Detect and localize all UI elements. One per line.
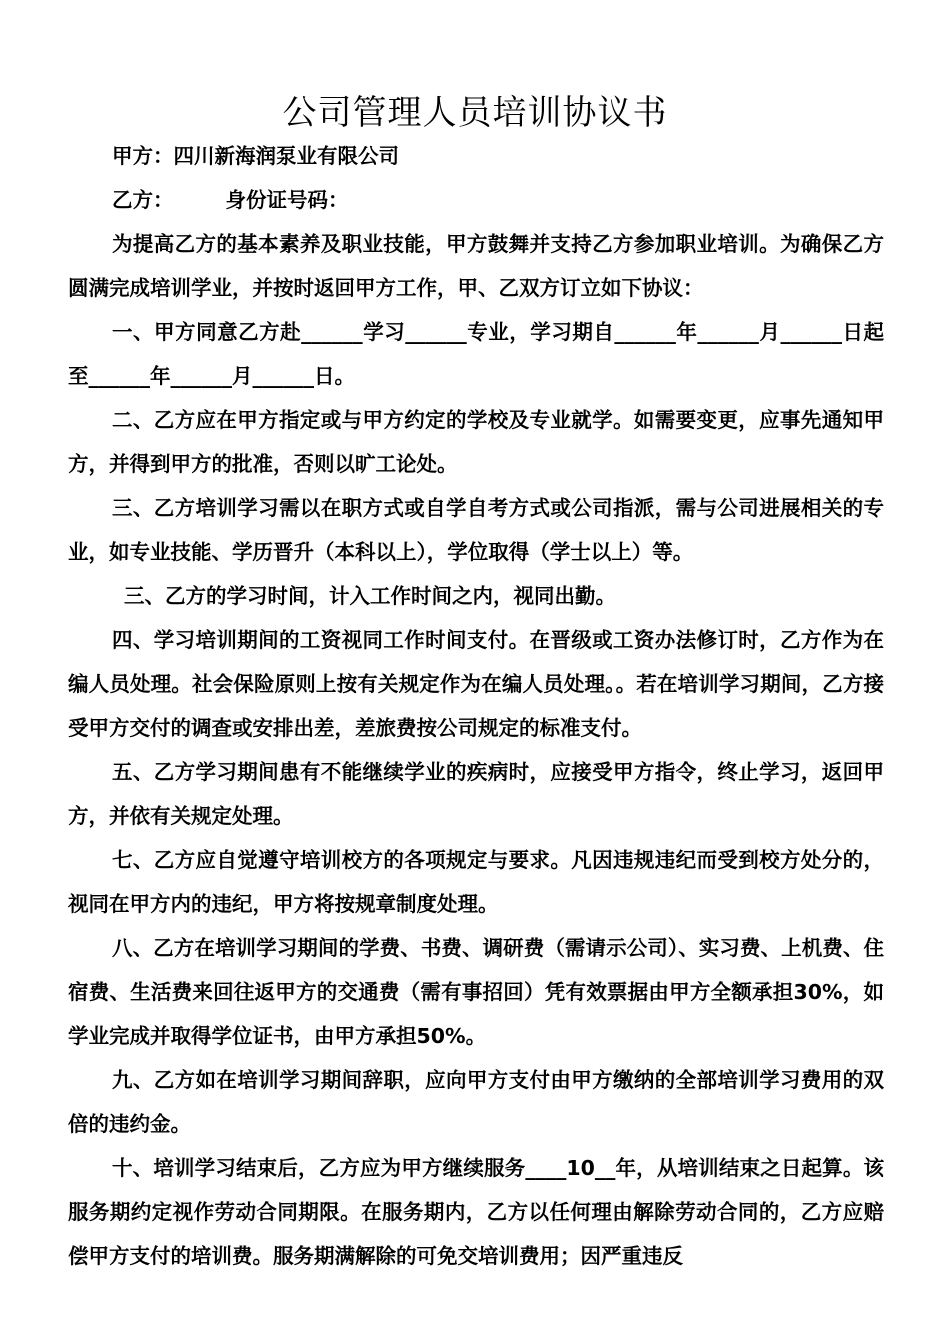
paragraph-clause-2: 二、乙方应在甲方指定或与甲方约定的学校及专业就学。如需要变更，应事先通知甲方，并得到甲方的批准，否则以旷工论处。 (68, 408, 884, 476)
paragraph-clause-8: 八、乙方在培训学习期间的学费、书费、调研费（需请示公司）、实习费、上机费、住宿费、生活费来回往返甲方的交通费（需有事招回）凭有效票据由甲方全额承担30%，如学业完成并取得学位证书，由甲方承担50%。 (68, 936, 884, 1048)
paragraph-clause-5: 五、乙方学习期间患有不能继续学业的疾病时，应接受甲方指令，终止学习，返回甲方，并依有关规定处理。 (68, 760, 884, 828)
document-body (68, 134, 884, 1278)
party-b-line (68, 178, 884, 222)
paragraph-clause-4: 四、学习培训期间的工资视同工作时间支付。在晋级或工资办法修订时，乙方作为在编人员处理。社会保险原则上按有关规定作为在编人员处理。。若在培训学习期间，乙方接受甲方交付的调查或安排出差，差旅费按公司规定的标准支付。 (68, 628, 884, 740)
paragraph-clause-3b: 三、乙方的学习时间，计入工作时间之内，视同出勤。 (124, 584, 616, 608)
paragraph-clause-10: 十、培训学习结束后，乙方应为甲方继续服务____10__年，从培训结束之日起算。该服务期约定视作劳动合同期限。在服务期内，乙方以任何理由解除劳动合同的，乙方应赔偿甲方支付的培训费。服务期满解除的可免交培训费用；因严重违反 (68, 1156, 884, 1268)
paragraph-clause-7: 七、乙方应自觉遵守培训校方的各项规定与要求。凡因违规违纪而受到校方处分的，视同在甲方内的违纪，甲方将按规章制度处理。 (68, 848, 884, 916)
party-b-id-label: 身份证号码： (225, 188, 349, 212)
document-title: 公司管理人员培训协议书 (282, 92, 668, 133)
party-b-label: 乙方： (112, 188, 174, 212)
paragraph-clause-1: 一、甲方同意乙方赴______学习______专业，学习期自______年______月______日起至______年______月______日。 (68, 320, 884, 388)
party-a-line: 甲方：四川新海润泵业有限公司 (112, 144, 399, 168)
paragraph-intro: 为提高乙方的基本素养及职业技能，甲方鼓舞并支持乙方参加职业培训。为确保乙方圆满完成培训学业，并按时返回甲方工作，甲、乙双方订立如下协议： (68, 232, 884, 300)
paragraph-clause-3: 三、乙方培训学习需以在职方式或自学自考方式或公司指派，需与公司进展相关的专业，如专业技能、学历晋升（本科以上），学位取得（学士以上）等。 (68, 496, 884, 564)
paragraph-clause-9: 九、乙方如在培训学习期间辞职，应向甲方支付由甲方缴纳的全部培训学习费用的双倍的违约金。 (68, 1068, 884, 1136)
